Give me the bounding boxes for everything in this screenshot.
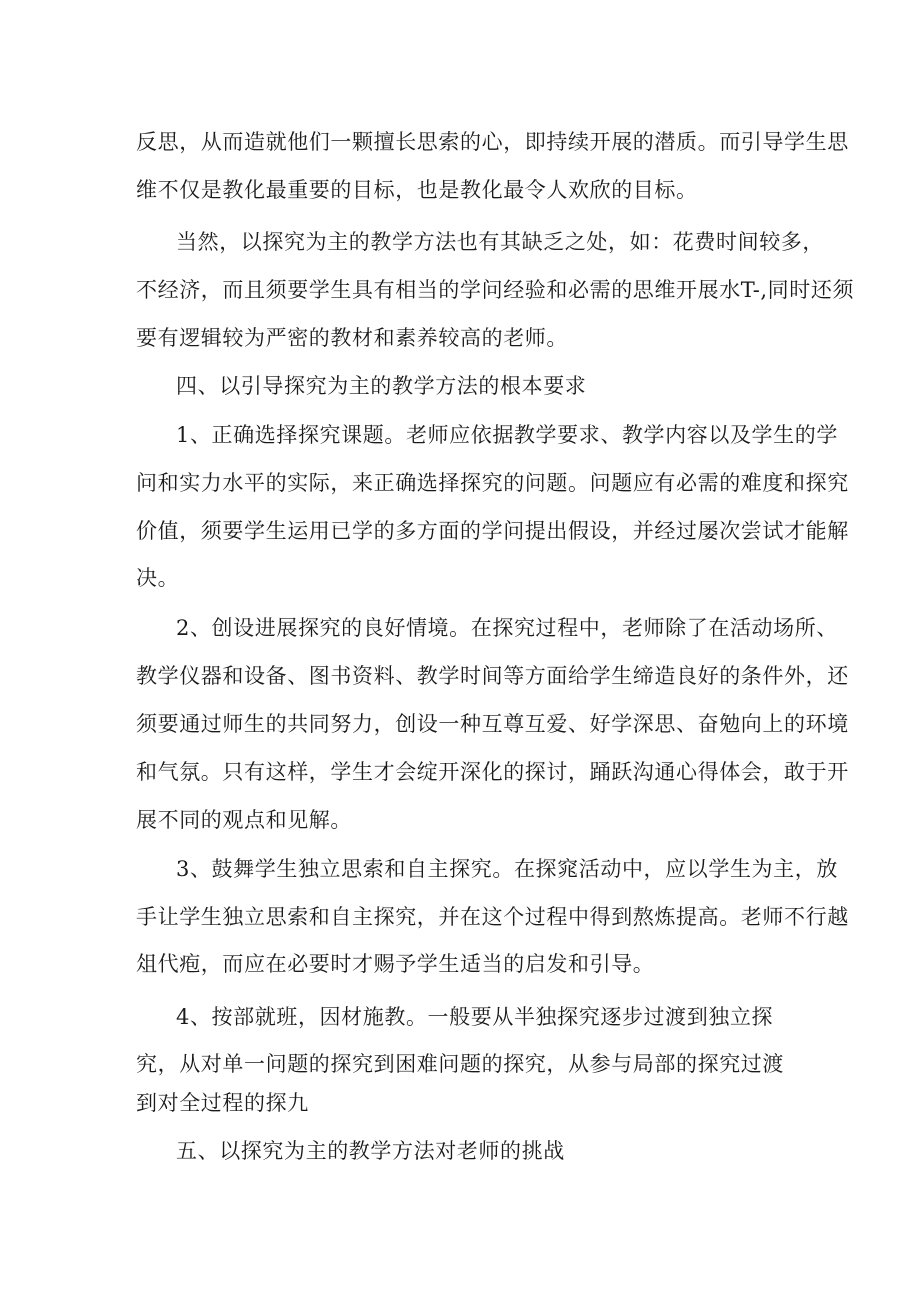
paragraph-line: 究，从对单一问题的探究到困难问题的探究，从参与局部的探究过渡 [136, 1052, 784, 1076]
paragraph-line: 反思，从而造就他们一颗擅长思索的心，即持续开展的潜质。而引导学生思 [136, 130, 849, 154]
paragraph-line: 决。 [136, 566, 180, 590]
paragraph-line: 2、创设进展探究的良好情境。在探究过程中，老师除了在活动场所、 [176, 616, 838, 640]
paragraph-line: 当然，以探究为主的教学方法也有其缺乏之处，如：花费时间较多， [176, 230, 824, 254]
paragraph-line: 4、按部就班，因材施教。一般要从半独探究逐步过渡到独立探 [176, 1005, 774, 1029]
paragraph-line: 俎代疱，而应在必要时才赐予学生适当的启发和引导。 [136, 952, 655, 976]
section-heading: 四、以引导探究为主的教学方法的根本要求 [176, 374, 587, 398]
paragraph-line: 维不仅是教化最重要的目标，也是教化最令人欢欣的目标。 [136, 178, 698, 202]
paragraph-line: 展不同的观点和见解。 [136, 808, 352, 832]
paragraph-line: 教学仪器和设备、图书资料、教学时间等方面给学生缔造良好的条件外，还 [136, 664, 849, 688]
paragraph-line: 1、正确选择探究课题。老师应依据教学要求、教学内容以及学生的学 [176, 423, 838, 447]
paragraph-line: 手让学生独立思索和自主探究，并在这个过程中得到熬炼提高。老师不行越 [136, 905, 849, 929]
paragraph-line: 问和实力水平的实际，来正确选择探究的问题。问题应有必需的难度和探究 [136, 471, 849, 495]
section-heading: 五、以探究为主的教学方法对老师的挑战 [176, 1139, 565, 1163]
paragraph-line: 价值，须要学生运用已学的多方面的学问提出假设，并经过屡次尝试才能解 [136, 519, 849, 543]
paragraph-line: 须要通过师生的共同努力，创设一种互尊互爱、好学深思、奋勉向上的环境 [136, 712, 849, 736]
paragraph-line: 和气氛。只有这样，学生才会绽开深化的探讨，踊跃沟通心得体会，敢于开 [136, 760, 849, 784]
paragraph-line: 不经济，而且须要学生具有相当的学问经验和必需的思维开展水T-,同时还须 [136, 278, 855, 302]
paragraph-line: 3、鼓舞学生独立思索和自主探究。在探窕活动中，应以学生为主，放 [176, 857, 838, 881]
paragraph-line: 到对全过程的探九 [136, 1091, 309, 1115]
paragraph-line: 要有逻辑较为严密的教材和素养较高的老师。 [136, 326, 568, 350]
